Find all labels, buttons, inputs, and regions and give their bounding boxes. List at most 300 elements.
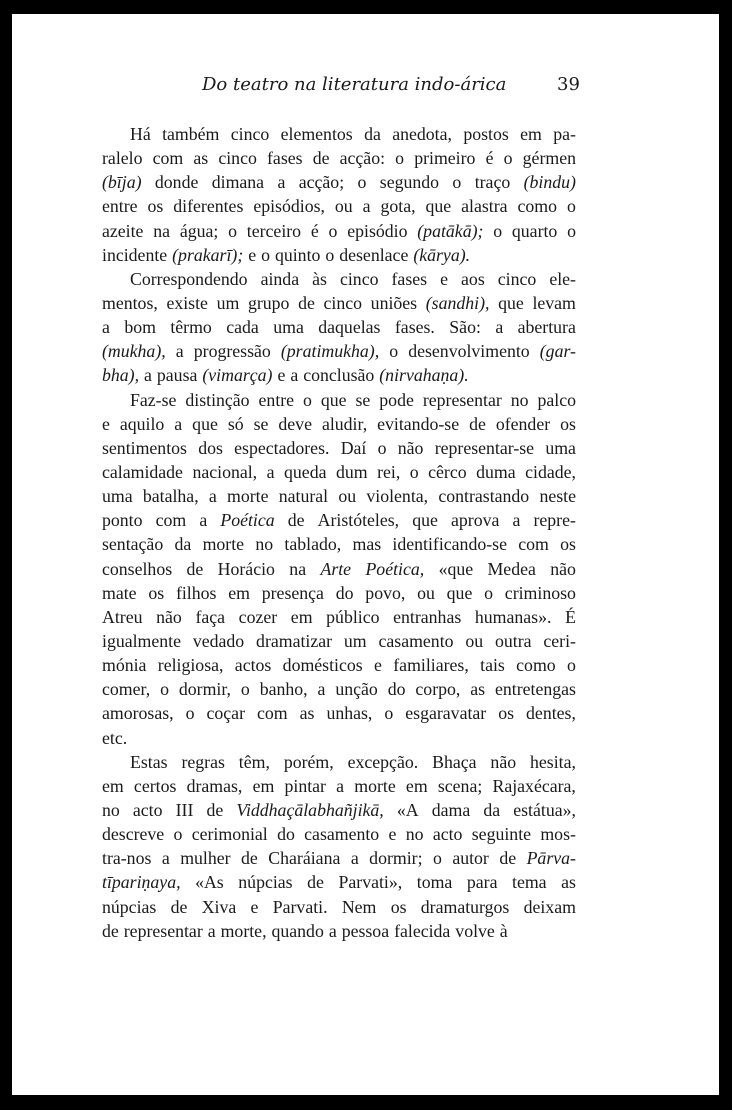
word: e: [250, 896, 259, 917]
word: aquilo: [119, 413, 165, 434]
word: cinco: [323, 292, 363, 313]
word: ou: [417, 582, 435, 603]
word: dum: [335, 461, 368, 482]
text-line: [102, 339, 576, 363]
word: morte,: [220, 920, 267, 941]
word: estátua»,: [513, 799, 576, 820]
text-line: [102, 412, 576, 436]
word: representar-se: [434, 437, 535, 458]
word: do: [387, 679, 406, 700]
word: é: [310, 220, 319, 241]
word: à: [499, 920, 508, 941]
word: fases.: [394, 317, 435, 338]
word: o: [503, 148, 513, 169]
word: dormir,: [178, 679, 232, 700]
word: que: [192, 413, 218, 434]
running-title: Do teatro na literatura indo-árica: [202, 74, 507, 95]
word: em: [228, 582, 250, 603]
word: Daí: [340, 437, 367, 458]
word: dentes,: [526, 703, 576, 724]
word: quando: [271, 920, 324, 941]
word: incidente: [102, 244, 168, 265]
text-line: [102, 219, 576, 243]
word: dimana: [211, 172, 265, 193]
word: da: [364, 124, 381, 144]
word: III: [175, 799, 194, 820]
word: casamento: [378, 630, 454, 651]
word: (bīja): [102, 172, 142, 193]
text-line: [102, 436, 576, 460]
word: palco: [537, 389, 576, 410]
word: ralelo: [102, 148, 143, 169]
word: dramas,: [186, 775, 243, 796]
text-line: [102, 605, 576, 629]
word: criminoso: [504, 582, 576, 603]
word: e: [102, 413, 110, 434]
word: de: [499, 848, 517, 869]
word: o: [389, 341, 399, 362]
running-header: [12, 74, 719, 104]
text-line: [102, 581, 576, 605]
word: não: [490, 751, 517, 772]
word: as: [470, 679, 486, 700]
word: (pratimukha),: [280, 341, 380, 362]
word: anedota,: [392, 124, 452, 144]
text-line: [102, 363, 576, 387]
word: (vimarça): [202, 365, 273, 386]
word: a: [512, 510, 521, 531]
word: evitando-se: [377, 413, 460, 434]
word: o: [384, 703, 394, 724]
book-page: [12, 14, 719, 1095]
word: Rajaxécara,: [492, 775, 576, 796]
word: fases: [267, 148, 303, 169]
word: coçar: [206, 703, 245, 724]
word: banho,: [259, 679, 308, 700]
word: Horácio: [217, 558, 275, 579]
word: a: [175, 341, 184, 362]
word: no: [102, 799, 120, 820]
word: conclusão: [303, 365, 375, 386]
text-line: [102, 557, 576, 581]
word: na: [153, 220, 171, 241]
text-line: [102, 726, 576, 750]
text-line: [102, 508, 576, 532]
word: do: [335, 582, 354, 603]
word: rei,: [377, 461, 401, 482]
word: dramatizar: [256, 630, 333, 651]
word: Parvati.: [272, 896, 328, 917]
word: não: [156, 606, 182, 627]
word: deve: [278, 413, 312, 434]
word: da: [483, 799, 501, 820]
word: que: [498, 292, 524, 313]
word: é: [485, 148, 494, 169]
word: o: [357, 172, 367, 193]
word: filhos: [175, 582, 217, 603]
word: Estas: [130, 751, 168, 772]
word: pausa: [156, 365, 198, 386]
word: episódios,: [253, 196, 325, 217]
word: alastra: [461, 196, 508, 217]
text-line: [102, 532, 576, 556]
word: de: [170, 896, 188, 917]
text-line: [102, 170, 576, 194]
text-line: [102, 798, 576, 822]
word: sentimentos: [102, 437, 187, 458]
word: acto: [432, 824, 463, 845]
word: para: [466, 872, 498, 893]
word: ou: [465, 630, 484, 651]
word: dormir;: [369, 848, 423, 869]
text-line: [102, 194, 576, 218]
word: Parvati»,: [338, 872, 403, 893]
word: hesita,: [530, 751, 576, 772]
text-line: [102, 243, 576, 267]
word: as: [193, 148, 209, 169]
word: o: [452, 172, 462, 193]
word: entre: [258, 389, 295, 410]
word: «As: [195, 872, 224, 893]
word: sentação: [102, 534, 164, 555]
word: Faz-se: [130, 389, 177, 410]
word: cinco: [218, 148, 257, 169]
word: abertura: [517, 317, 576, 338]
word: pessoa: [341, 920, 390, 941]
word: unhas,: [326, 703, 373, 724]
text-line: [102, 460, 576, 484]
word: que: [446, 582, 473, 603]
word: os: [390, 896, 407, 917]
word: batalha,: [142, 486, 199, 507]
word: mate: [102, 582, 137, 603]
word: elementos: [280, 124, 353, 144]
word: a: [362, 196, 371, 217]
word: a: [144, 365, 152, 386]
word: no: [255, 534, 274, 555]
word: pintar: [284, 775, 326, 796]
word: toma: [416, 872, 453, 893]
word: o: [261, 244, 270, 265]
word: o: [303, 389, 312, 410]
word: com: [155, 510, 187, 531]
word: a: [207, 920, 216, 941]
word: têrmo: [170, 317, 212, 338]
word: gérmen: [522, 148, 576, 169]
word: entretengas: [494, 679, 576, 700]
word: Aristóteles,: [317, 510, 400, 531]
word: o: [566, 196, 576, 217]
word: mas: [352, 534, 382, 555]
word: um: [216, 292, 240, 313]
word: como: [517, 196, 558, 217]
word: se: [253, 413, 269, 434]
word: cinco: [339, 268, 379, 289]
word: domésticos: [282, 655, 363, 676]
text-line: [102, 653, 576, 677]
text-line: [102, 750, 576, 774]
word: duma: [476, 461, 516, 482]
word: em: [290, 606, 313, 627]
word: corpo,: [415, 679, 461, 700]
word: acção:: [339, 148, 386, 169]
word: que: [320, 389, 347, 410]
word: esgaravatar: [405, 703, 487, 724]
word: (prakarī);: [172, 244, 244, 265]
word: vedado: [192, 630, 245, 651]
word: traço: [474, 172, 511, 193]
word: e: [248, 244, 257, 265]
word: uniões: [370, 292, 418, 313]
word: comer,: [102, 679, 151, 700]
word: a: [317, 679, 326, 700]
word: Pārva-: [526, 848, 576, 869]
word: com: [152, 148, 184, 169]
word: calamidade: [102, 461, 183, 482]
word: o: [325, 244, 335, 265]
word: Poética: [220, 510, 275, 531]
word: de: [102, 920, 119, 941]
word: (mukha),: [102, 341, 166, 362]
word: actos: [234, 655, 272, 676]
word: de: [287, 510, 305, 531]
word: Há: [130, 124, 151, 144]
word: os: [498, 703, 515, 724]
word: Poética,: [365, 558, 425, 579]
word: humanas».: [474, 606, 552, 627]
word: as: [299, 703, 315, 724]
word: (gar-: [539, 341, 576, 362]
word: a: [208, 486, 217, 507]
word: a: [102, 317, 110, 338]
word: de: [298, 292, 315, 313]
word: falecida: [394, 920, 451, 941]
word: primeiro: [414, 148, 476, 169]
word: aprova: [450, 510, 500, 531]
word: ofender: [495, 413, 551, 434]
word: a: [328, 920, 337, 941]
word: «A: [396, 799, 419, 820]
word: postos: [463, 124, 509, 144]
word: o: [328, 220, 338, 241]
text-line: [102, 122, 576, 146]
word: Bhaça: [432, 751, 477, 772]
word: dama: [431, 799, 471, 820]
word: bha),: [102, 365, 140, 386]
word: que: [412, 510, 438, 531]
text-line: [102, 291, 576, 315]
word: o: [493, 220, 503, 241]
text-line: [102, 701, 576, 725]
word: Charáiana: [268, 848, 341, 869]
word: Nem: [341, 896, 377, 917]
word: tra-nos: [102, 848, 152, 869]
word: o: [228, 220, 237, 241]
word: (sandhi),: [425, 292, 490, 313]
word: em: [252, 775, 275, 796]
word: cinco: [230, 124, 270, 144]
word: contrastando: [438, 486, 530, 507]
word: a: [277, 172, 286, 193]
word: de: [206, 799, 224, 820]
word: conselhos: [102, 558, 173, 579]
word: com: [518, 534, 549, 555]
word: acto: [132, 799, 163, 820]
word: não: [550, 558, 576, 579]
word: amorosas,: [102, 703, 174, 724]
word: grupo: [247, 292, 290, 313]
text-line: [102, 846, 576, 870]
word: e: [440, 268, 448, 289]
word: mónia: [102, 655, 147, 676]
word: público: [326, 606, 380, 627]
word: o: [377, 437, 387, 458]
word: morte: [354, 775, 396, 796]
word: núpcias: [102, 896, 157, 917]
text-line: [102, 267, 576, 291]
word: com: [257, 703, 288, 724]
word: gota,: [380, 196, 416, 217]
word: etc.: [102, 727, 128, 748]
word: a: [350, 848, 359, 869]
word: familiares,: [393, 655, 469, 676]
text-line: [102, 677, 576, 701]
word: no: [405, 824, 424, 845]
text-line: [102, 484, 576, 508]
word: queda: [284, 461, 327, 482]
word: os: [147, 196, 164, 217]
word: uma: [545, 437, 576, 458]
word: ou: [338, 486, 357, 507]
word: em: [520, 124, 542, 144]
word: e: [388, 824, 397, 845]
word: na: [289, 558, 307, 579]
word: cada: [226, 317, 259, 338]
word: quarto: [511, 220, 558, 241]
word: cerimonial: [191, 824, 268, 845]
word: se: [355, 389, 371, 410]
word: em: [102, 775, 124, 796]
word: tablado,: [284, 534, 342, 555]
text-line: [102, 895, 576, 919]
word: faça: [195, 606, 226, 627]
word: descreve: [102, 824, 165, 845]
word: a: [199, 510, 208, 531]
word: Atreu: [102, 606, 143, 627]
word: o: [409, 461, 419, 482]
word: bom: [124, 317, 156, 338]
word: mentos,: [102, 292, 158, 313]
word: mos-: [540, 824, 576, 845]
word: excepção.: [347, 751, 419, 772]
word: dramaturgos: [420, 896, 510, 917]
word: representar: [123, 920, 203, 941]
word: Correspondendo: [130, 268, 248, 289]
word: de: [186, 558, 204, 579]
word: São:: [449, 317, 481, 338]
word: violenta,: [366, 486, 429, 507]
word: unção: [335, 679, 378, 700]
word: os: [560, 413, 576, 434]
word: dos: [198, 437, 223, 458]
word: da: [174, 534, 192, 555]
word: casamento: [304, 824, 380, 845]
word: porém,: [283, 751, 334, 772]
word: o: [185, 703, 195, 724]
word: donde: [154, 172, 199, 193]
word: quinto: [274, 244, 321, 265]
word: scena;: [437, 775, 483, 796]
word: tīpariṇaya,: [102, 872, 181, 893]
text-line: [102, 822, 576, 846]
word: o: [567, 655, 576, 676]
word: (nirvahaṇa).: [379, 365, 469, 386]
word: Medea: [487, 558, 536, 579]
word: desenlace: [339, 244, 409, 265]
word: tais: [480, 655, 505, 676]
word: distinção: [185, 389, 250, 410]
word: o: [240, 679, 250, 700]
word: fases: [391, 268, 428, 289]
word: progressão: [193, 341, 271, 362]
word: certos: [133, 775, 177, 796]
word: de: [241, 848, 258, 869]
word: É: [565, 606, 576, 627]
word: um: [343, 630, 367, 651]
word: representar: [422, 389, 502, 410]
word: terceiro: [246, 220, 302, 241]
word: seguinte: [471, 824, 532, 845]
word: «que: [438, 558, 474, 579]
text-line: [102, 629, 576, 653]
word: têm,: [238, 751, 270, 772]
word: mulher: [180, 848, 231, 869]
word: em: [405, 775, 428, 796]
text-line: [102, 315, 576, 339]
word: povo,: [365, 582, 406, 603]
word: entre: [102, 196, 138, 217]
word: ele-: [549, 268, 576, 289]
word: desenvolvimento: [408, 341, 530, 362]
word: pa-: [553, 124, 576, 144]
word: só: [227, 413, 244, 434]
word: aos: [461, 268, 485, 289]
word: núpcias: [238, 872, 293, 893]
word: segundo: [379, 172, 440, 193]
word: autor: [452, 848, 489, 869]
word: (patākā);: [417, 220, 484, 241]
word: neste: [539, 486, 576, 507]
word: ou: [334, 196, 353, 217]
word: presença: [261, 582, 324, 603]
word: a: [336, 775, 345, 796]
text-line: [102, 388, 576, 412]
word: ponto: [102, 510, 143, 531]
word: deixam: [523, 896, 576, 917]
word: pode: [379, 389, 414, 410]
word: cêrco: [428, 461, 467, 482]
word: aludir,: [321, 413, 368, 434]
word: cozer: [238, 606, 278, 627]
word: a: [290, 365, 299, 386]
word: azeite: [102, 220, 144, 241]
word: Arte: [320, 558, 352, 579]
word: cidade,: [525, 461, 576, 482]
word: água;: [179, 220, 219, 241]
text-line: [102, 919, 576, 943]
word: natural: [278, 486, 329, 507]
page-number: 39: [557, 74, 580, 95]
